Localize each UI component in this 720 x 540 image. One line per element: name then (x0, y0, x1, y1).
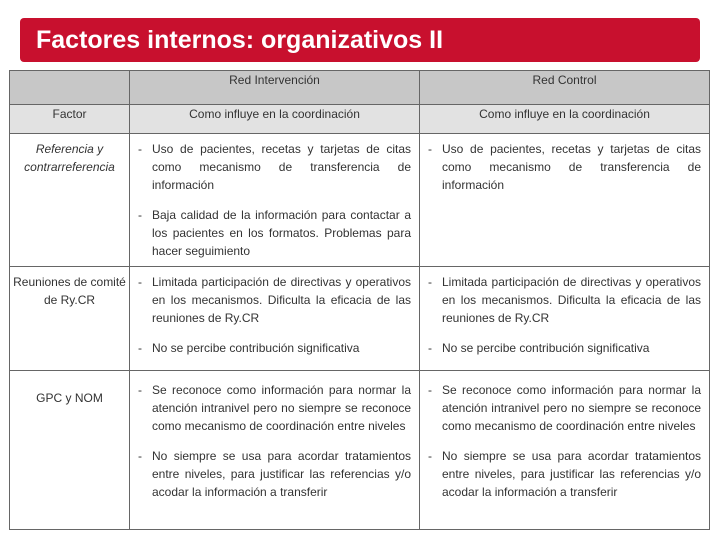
bullet-item: - Limitada participación de directivas y operativos en los mecanismos. Dificulta la eficacia de las reuniones de Ry.CR (138, 275, 411, 325)
control-cell (420, 371, 710, 530)
intervencion-cell (130, 371, 420, 530)
bullet-item: - No se percibe contribución significativa (138, 341, 360, 355)
bullet-item: - Limitada participación de directivas y operativos en los mecanismos. Dificulta la eficacia de las reuniones de Ry.CR (428, 275, 701, 325)
factor-cell: Referencia y contrarreferencia (10, 134, 130, 267)
table-row (10, 371, 710, 530)
bullet-item: - Uso de pacientes, recetas y tarjetas de citas como mecanismo de transferencia de información (138, 142, 411, 192)
title-bar (20, 18, 700, 62)
header-influence-intervencion: Como influye en la coordinación (130, 105, 420, 134)
header-red-intervencion: Red Intervención (130, 71, 420, 105)
slide-title: Factores internos: organizativos II (36, 26, 444, 54)
header-empty-cell (10, 71, 130, 105)
control-cell (420, 134, 710, 267)
header-row-networks (10, 71, 710, 105)
bullet-item: - No siempre se usa para acordar tratamientos entre niveles, para justificar las referencias y/o acodar la información a transferir (138, 449, 411, 499)
header-influence-control: Como influye en la coordinación (420, 105, 710, 134)
table-row (10, 267, 710, 371)
bullet-item: - No se percibe contribución significativa (428, 341, 650, 355)
intervencion-cell (130, 134, 420, 267)
header-row-subtitles (10, 105, 710, 134)
bullet-item: - Se reconoce como información para normar la atención intranivel pero no siempre se reconoce como mecanismo de coordinación entre niveles (138, 383, 411, 433)
bullet-item: - No siempre se usa para acordar tratamientos entre niveles, para justificar las referencias y/o acodar la información a transferir (428, 449, 701, 499)
table-row (10, 134, 710, 267)
header-red-control: Red Control (420, 71, 710, 105)
header-factor: Factor (10, 105, 130, 134)
intervencion-cell (130, 267, 420, 371)
control-cell (420, 267, 710, 371)
bullet-item: - Baja calidad de la información para contactar a los pacientes en los formatos. Problemas para hacer seguimiento (138, 208, 411, 258)
bullet-item: - Uso de pacientes, recetas y tarjetas de citas como mecanismo de transferencia de información (428, 142, 701, 192)
coordination-table (9, 70, 710, 530)
factor-cell: Reuniones de comité de Ry.CR (10, 267, 130, 371)
factor-cell: GPC y NOM (10, 371, 130, 530)
bullet-item: - Se reconoce como información para normar la atención intranivel pero no siempre se reconoce como mecanismo de coordinación entre niveles (428, 383, 701, 433)
